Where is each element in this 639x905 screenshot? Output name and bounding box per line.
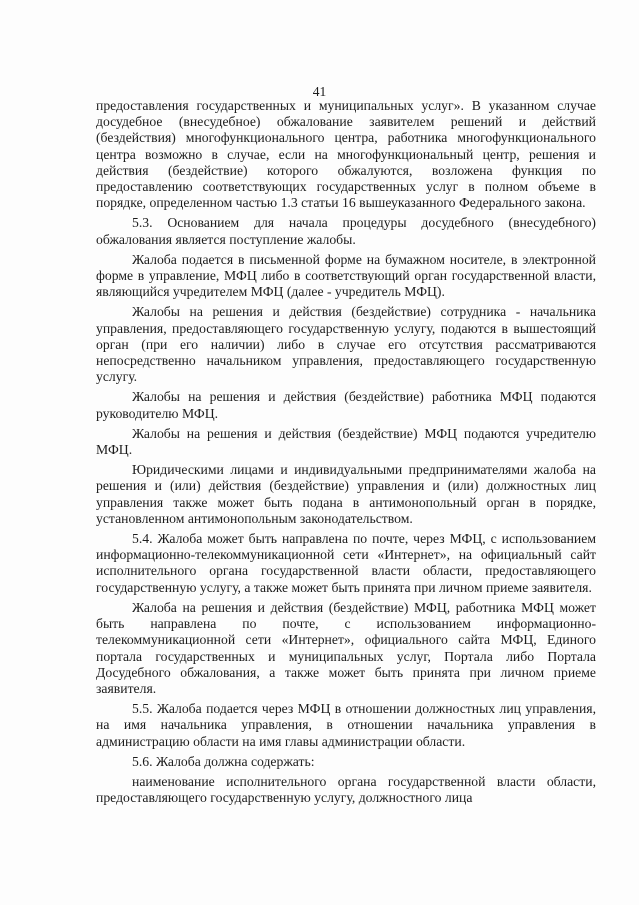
paragraph-complaint-contents: наименование исполнительного органа государственной власти области, предоставляющего государственную услугу, должностного лица [96,773,596,806]
paragraph-complaint-head: Жалобы на решения и действия (бездействие) сотрудника - начальника управления, предоставляющего государственную услугу, подаются в вышестоящий орган (при его наличии) либо в случае его отсутствия рассматриваются непосредственно начальником управления, предоставляющего государственную услугу. [96,304,596,385]
paragraph-complaint-mfc: Жалобы на решения и действия (бездействие) МФЦ подаются учредителю МФЦ. [96,425,596,458]
paragraph-complaint-channels: Жалоба на решения и действия (бездействие) МФЦ, работника МФЦ может быть направлена по почте, с использованием информационно-телекоммуникационной сети «Интернет», официального сайта МФЦ, Единого портала государственных и муниципальных услуг, Портала либо Портала Досудебного обжалования, а также может быть принята при личном приеме заявителя. [96,599,596,696]
paragraph-5-3: 5.3. Основанием для начала процедуры досудебного (внесудебного) обжалования является поступление жалобы. [96,215,596,247]
document-body [96,98,596,806]
paragraph-complaint-mfc-worker: Жалобы на решения и действия (бездействие) работника МФЦ подаются руководителю МФЦ. [96,389,596,421]
paragraph-continuation: предоставления государственных и муниципальных услуг». В указанном случае досудебное (внесудебное) обжалование заявителем решений и действий (бездействия) многофункционального центра, работника многофункционального центра возможно в случае, если на многофункциональный центр, решения и действия (бездействие) которого обжалуются, возложена функция по предоставлению соответствующих государственных услуг в полном объеме в порядке, определенном частью 1.3 статьи 16 вышеуказанного Федерального закона. [96,98,596,211]
paragraph-complaint-form: Жалоба подается в письменной форме на бумажном носителе, в электронной форме в управление, МФЦ либо в соответствующий орган государственной власти, являющийся учредителем МФЦ (далее - учредитель МФЦ). [96,251,596,300]
paragraph-5-4: 5.4. Жалоба может быть направлена по почте, через МФЦ, с использованием информационно-телекоммуникационной сети «Интернет», на официальный сайт исполнительного органа государственной власти области, предоставляющего государственную услугу, а также может быть принята при личном приеме заявителя. [96,531,596,595]
paragraph-legal-entities: Юридическими лицами и индивидуальными предпринимателями жалоба на решения и (или) действия (бездействие) управления и (или) должностных лиц управления также может быть подана в антимонопольный орган в порядке, установленном антимонопольным законодательством. [96,462,596,526]
page-number: 41 [312,84,327,99]
paragraph-5-5: 5.5. Жалоба подается через МФЦ в отношении должностных лиц управления, на имя начальника управления, в отношении начальника управления в администрацию области на имя главы администрации области. [96,701,596,749]
paragraph-5-6: 5.6. Жалоба должна содержать: [132,753,315,769]
